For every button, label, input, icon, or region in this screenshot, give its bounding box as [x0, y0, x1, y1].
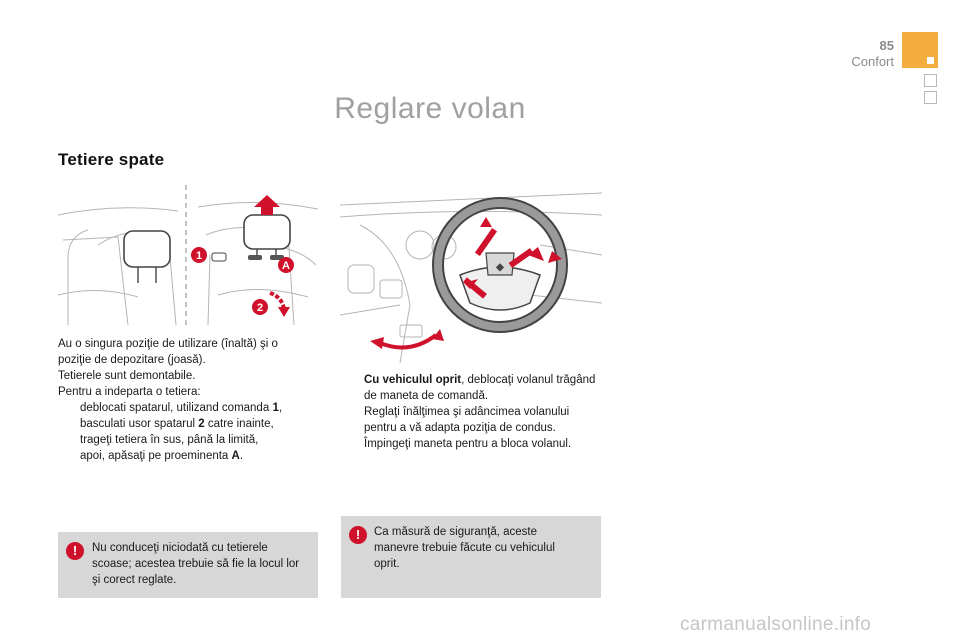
paragraph: Tetierele sunt demontabile.: [58, 370, 196, 382]
removal-steps-list: [58, 400, 308, 464]
page-number: 85: [879, 38, 894, 53]
watermark: carmanualsonline.info: [680, 614, 872, 635]
paragraph: Au o singura poziţie de utilizare (înaltă) şi o poziţie de depozitare (joasă).: [58, 338, 278, 366]
section-heading: Tetiere spate: [58, 150, 165, 169]
list-item: Reglaţi înălţimea şi adâncimea volanului pentru a vă adapta poziţia de condus.: [364, 406, 570, 434]
section-title: Confort: [851, 54, 894, 69]
side-marker: [924, 74, 937, 87]
side-marker: [924, 91, 937, 104]
steering-steps-list: [342, 372, 597, 452]
callout-2: [252, 299, 268, 315]
steering-wheel-illustration: [340, 185, 602, 363]
list-item: basculati usor spatarul 2 catre inainte,: [80, 418, 274, 430]
exclamation-icon: !: [66, 542, 84, 560]
callout-a-label: A: [282, 260, 290, 272]
list-item: Cu vehiculul oprit, deblocaţi volanul trăgând de maneta de comandă.: [364, 374, 596, 402]
callout-1: [191, 247, 207, 263]
list-item: apoi, apăsaţi pe proeminenta A.: [80, 450, 244, 462]
paragraph: Pentru a indeparta o tetiera:: [58, 386, 201, 398]
page-title: Reglare volan: [334, 92, 526, 125]
tab-marker: [927, 57, 934, 64]
right-body: [342, 372, 597, 452]
logo-emblem: ◆: [496, 262, 504, 273]
callout-2-label: 2: [256, 302, 264, 314]
warning-text: Nu conduceţi niciodată cu tetierele scoase; acestea trebuie să fie la locul lor şi corect reglate.: [92, 542, 300, 586]
warning-box: [341, 516, 601, 598]
exclamation-icon: !: [349, 526, 367, 544]
callout-1-label: 1: [195, 250, 203, 262]
warning-text: Ca măsură de siguranţă, aceste manevre trebuie făcute cu vehiculul oprit.: [374, 526, 555, 570]
list-item: Împingeţi maneta pentru a bloca volanul.: [364, 438, 572, 450]
headrest-illustration: [58, 185, 318, 325]
callout-a: [278, 257, 294, 273]
list-item: deblocati spatarul, utilizand comanda 1,: [80, 402, 283, 414]
list-item: trageţi tetiera în sus, până la limită,: [80, 434, 259, 446]
left-body: [58, 336, 308, 464]
chapter-tab: [902, 32, 938, 68]
warning-box: [58, 532, 318, 598]
